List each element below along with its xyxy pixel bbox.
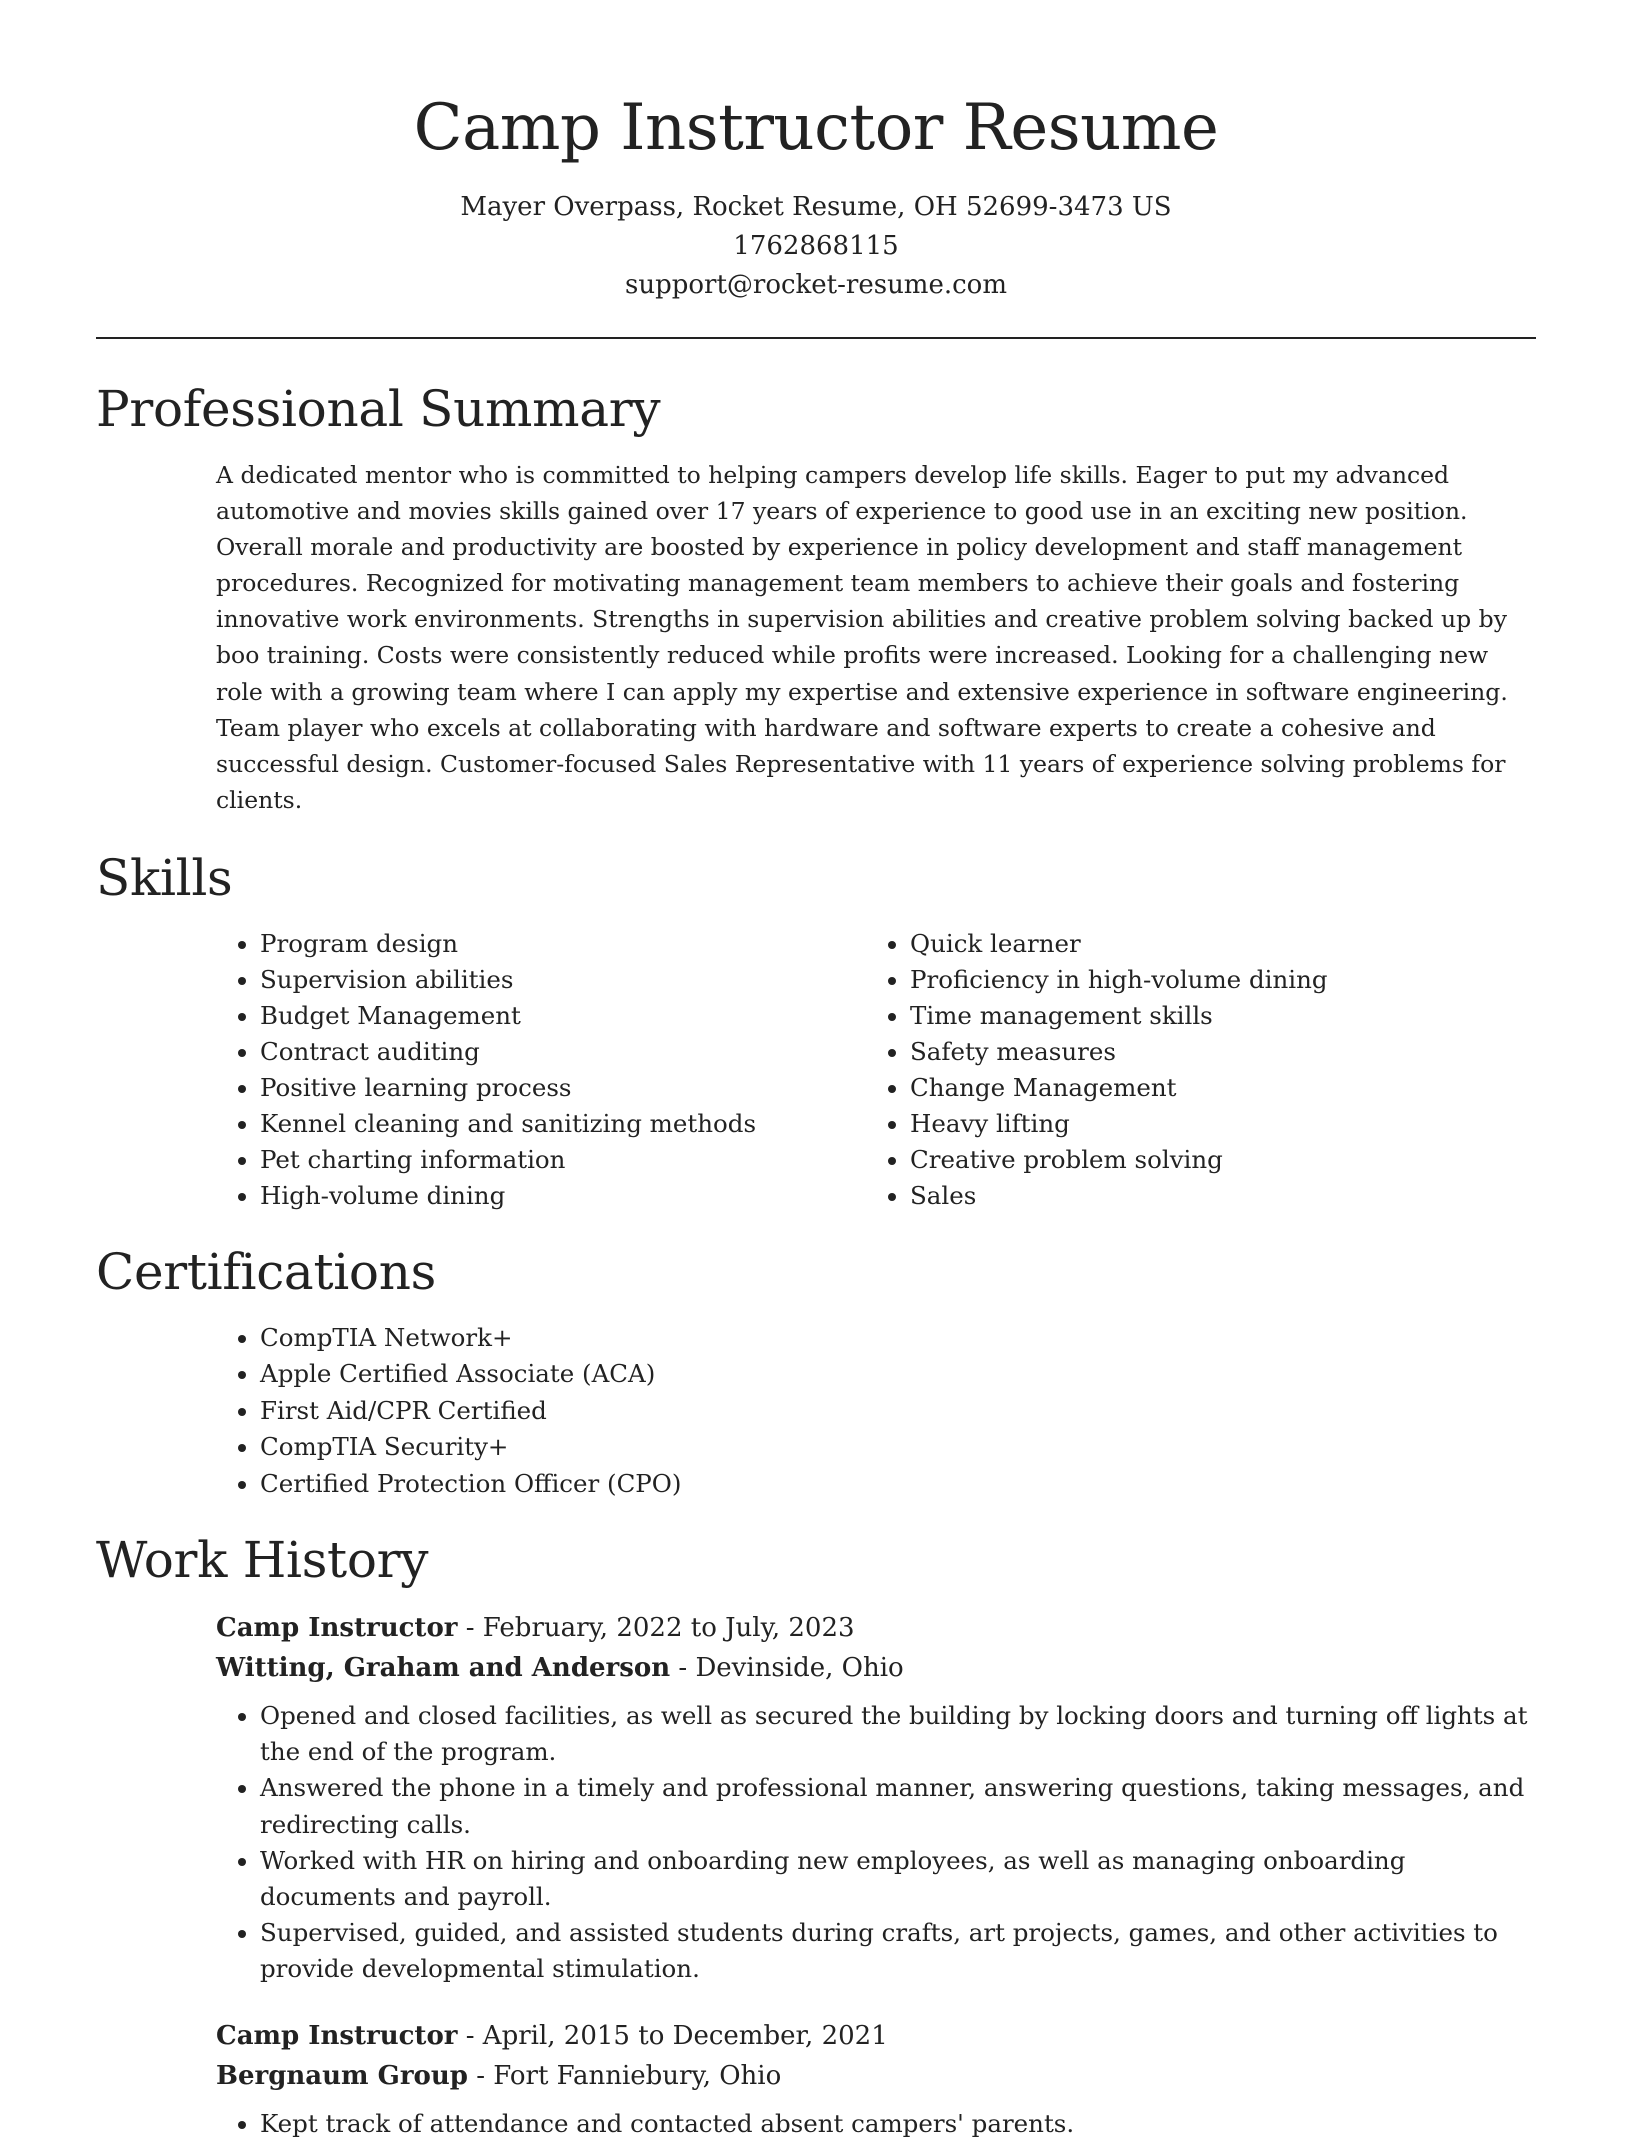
job-duty-item: • Supervised, guided, and assisted students during crafts, art projects, games, and other activities to provide developmental stimulation. bbox=[260, 1915, 1536, 1987]
resume-page bbox=[96, 0, 1536, 2142]
work-history-heading: Work History bbox=[96, 1530, 429, 1589]
certification-item: • First Aid/CPR Certified bbox=[260, 1393, 1536, 1429]
job-title-line bbox=[216, 2016, 1536, 2056]
job-title: Camp Instructor bbox=[216, 2020, 458, 2051]
certifications-heading: Certifications bbox=[96, 1242, 436, 1301]
skills-heading: Skills bbox=[96, 848, 233, 907]
job-dates: - February, 2022 to July, 2023 bbox=[457, 1612, 855, 1643]
skill-item: • High-volume dining bbox=[260, 1178, 866, 1214]
job-entry bbox=[216, 2016, 1536, 2142]
skill-item: • Budget Management bbox=[260, 998, 866, 1034]
skill-item: • Safety measures bbox=[910, 1034, 1516, 1070]
skill-item: • Proficiency in high-volume dining bbox=[910, 962, 1516, 998]
job-duty-item: • Kept track of attendance and contacted absent campers' parents. bbox=[260, 2106, 1536, 2142]
skill-item: • Contract auditing bbox=[260, 1034, 866, 1070]
job-title: Camp Instructor bbox=[216, 1612, 458, 1643]
job-duty-item: • Answered the phone in a timely and professional manner, answering questions, taking messages, and redirecting calls. bbox=[260, 1770, 1536, 1842]
skill-item: • Pet charting information bbox=[260, 1142, 866, 1178]
contact-email: support@rocket-resume.com bbox=[624, 270, 1007, 300]
job-duty-item: • Worked with HR on hiring and onboarding new employees, as well as managing onboarding documents and payroll. bbox=[260, 1843, 1536, 1915]
skill-item: • Supervision abilities bbox=[260, 962, 866, 998]
job-location: - Fort Fanniebury, Ohio bbox=[467, 2060, 782, 2091]
skill-item: • Sales bbox=[910, 1178, 1516, 1214]
skill-item: • Kennel cleaning and sanitizing methods bbox=[260, 1106, 866, 1142]
job-company: Witting, Graham and Anderson bbox=[216, 1652, 671, 1683]
skill-item: • Change Management bbox=[910, 1070, 1516, 1106]
skills-list-right bbox=[866, 926, 1516, 1214]
certification-item: • Certified Protection Officer (CPO) bbox=[260, 1466, 1536, 1502]
summary-heading: Professional Summary bbox=[96, 380, 661, 438]
job-duties-list bbox=[216, 1698, 1536, 1988]
contact-address: Mayer Overpass, Rocket Resume, OH 52699-3473 US bbox=[460, 192, 1172, 222]
job-company-line bbox=[216, 2056, 1536, 2096]
skills-list-left bbox=[216, 926, 866, 1214]
job-dates: - April, 2015 to December, 2021 bbox=[457, 2020, 888, 2051]
job-duty-item: • Opened and closed facilities, as well as secured the building by locking doors and turning off lights at the end of the program. bbox=[260, 1698, 1536, 1770]
certification-item: • CompTIA Security+ bbox=[260, 1429, 1536, 1465]
job-duties-list bbox=[216, 2106, 1536, 2142]
skill-item: • Program design bbox=[260, 926, 866, 962]
page-title: Camp Instructor Resume bbox=[413, 91, 1219, 165]
contact-phone: 1762868115 bbox=[733, 231, 899, 261]
job-entry bbox=[216, 1608, 1536, 1988]
job-company-line bbox=[216, 1648, 1536, 1688]
summary-text: A dedicated mentor who is committed to helping campers develop life skills. Eager to put my advanced automotive and movies skills gained over 17 years of experience to good use in an exciting new position. Overall morale and productivity are boosted by experience in policy development and staff management procedures. Recognized for motivating management team members to achieve their goals and fostering innovative work environments. Strengths in supervision abilities and creative problem solving backed up by boo training. Costs were consistently reduced while profits were increased. Looking for a challenging new role with a growing team where I can apply my expertise and extensive experience in software engineering. Team player who excels at collaborating with hardware and software experts to create a cohesive and successful design. Customer-focused Sales Representative with 11 years of experience solving problems for clients. bbox=[216, 461, 1508, 814]
certification-item: • Apple Certified Associate (ACA) bbox=[260, 1356, 1536, 1392]
job-location: - Devinside, Ohio bbox=[670, 1652, 904, 1683]
skill-item: • Positive learning process bbox=[260, 1070, 866, 1106]
job-title-line bbox=[216, 1608, 1536, 1648]
skill-item: • Time management skills bbox=[910, 998, 1516, 1034]
contact-block bbox=[96, 188, 1536, 305]
job-company: Bergnaum Group bbox=[216, 2060, 468, 2091]
skill-item: • Quick learner bbox=[910, 926, 1516, 962]
certifications-list bbox=[216, 1320, 1536, 1502]
skills-columns bbox=[216, 926, 1536, 1214]
certification-item: • CompTIA Network+ bbox=[260, 1320, 1536, 1356]
skill-item: • Creative problem solving bbox=[910, 1142, 1516, 1178]
skill-item: • Heavy lifting bbox=[910, 1106, 1516, 1142]
header-divider bbox=[96, 337, 1536, 339]
